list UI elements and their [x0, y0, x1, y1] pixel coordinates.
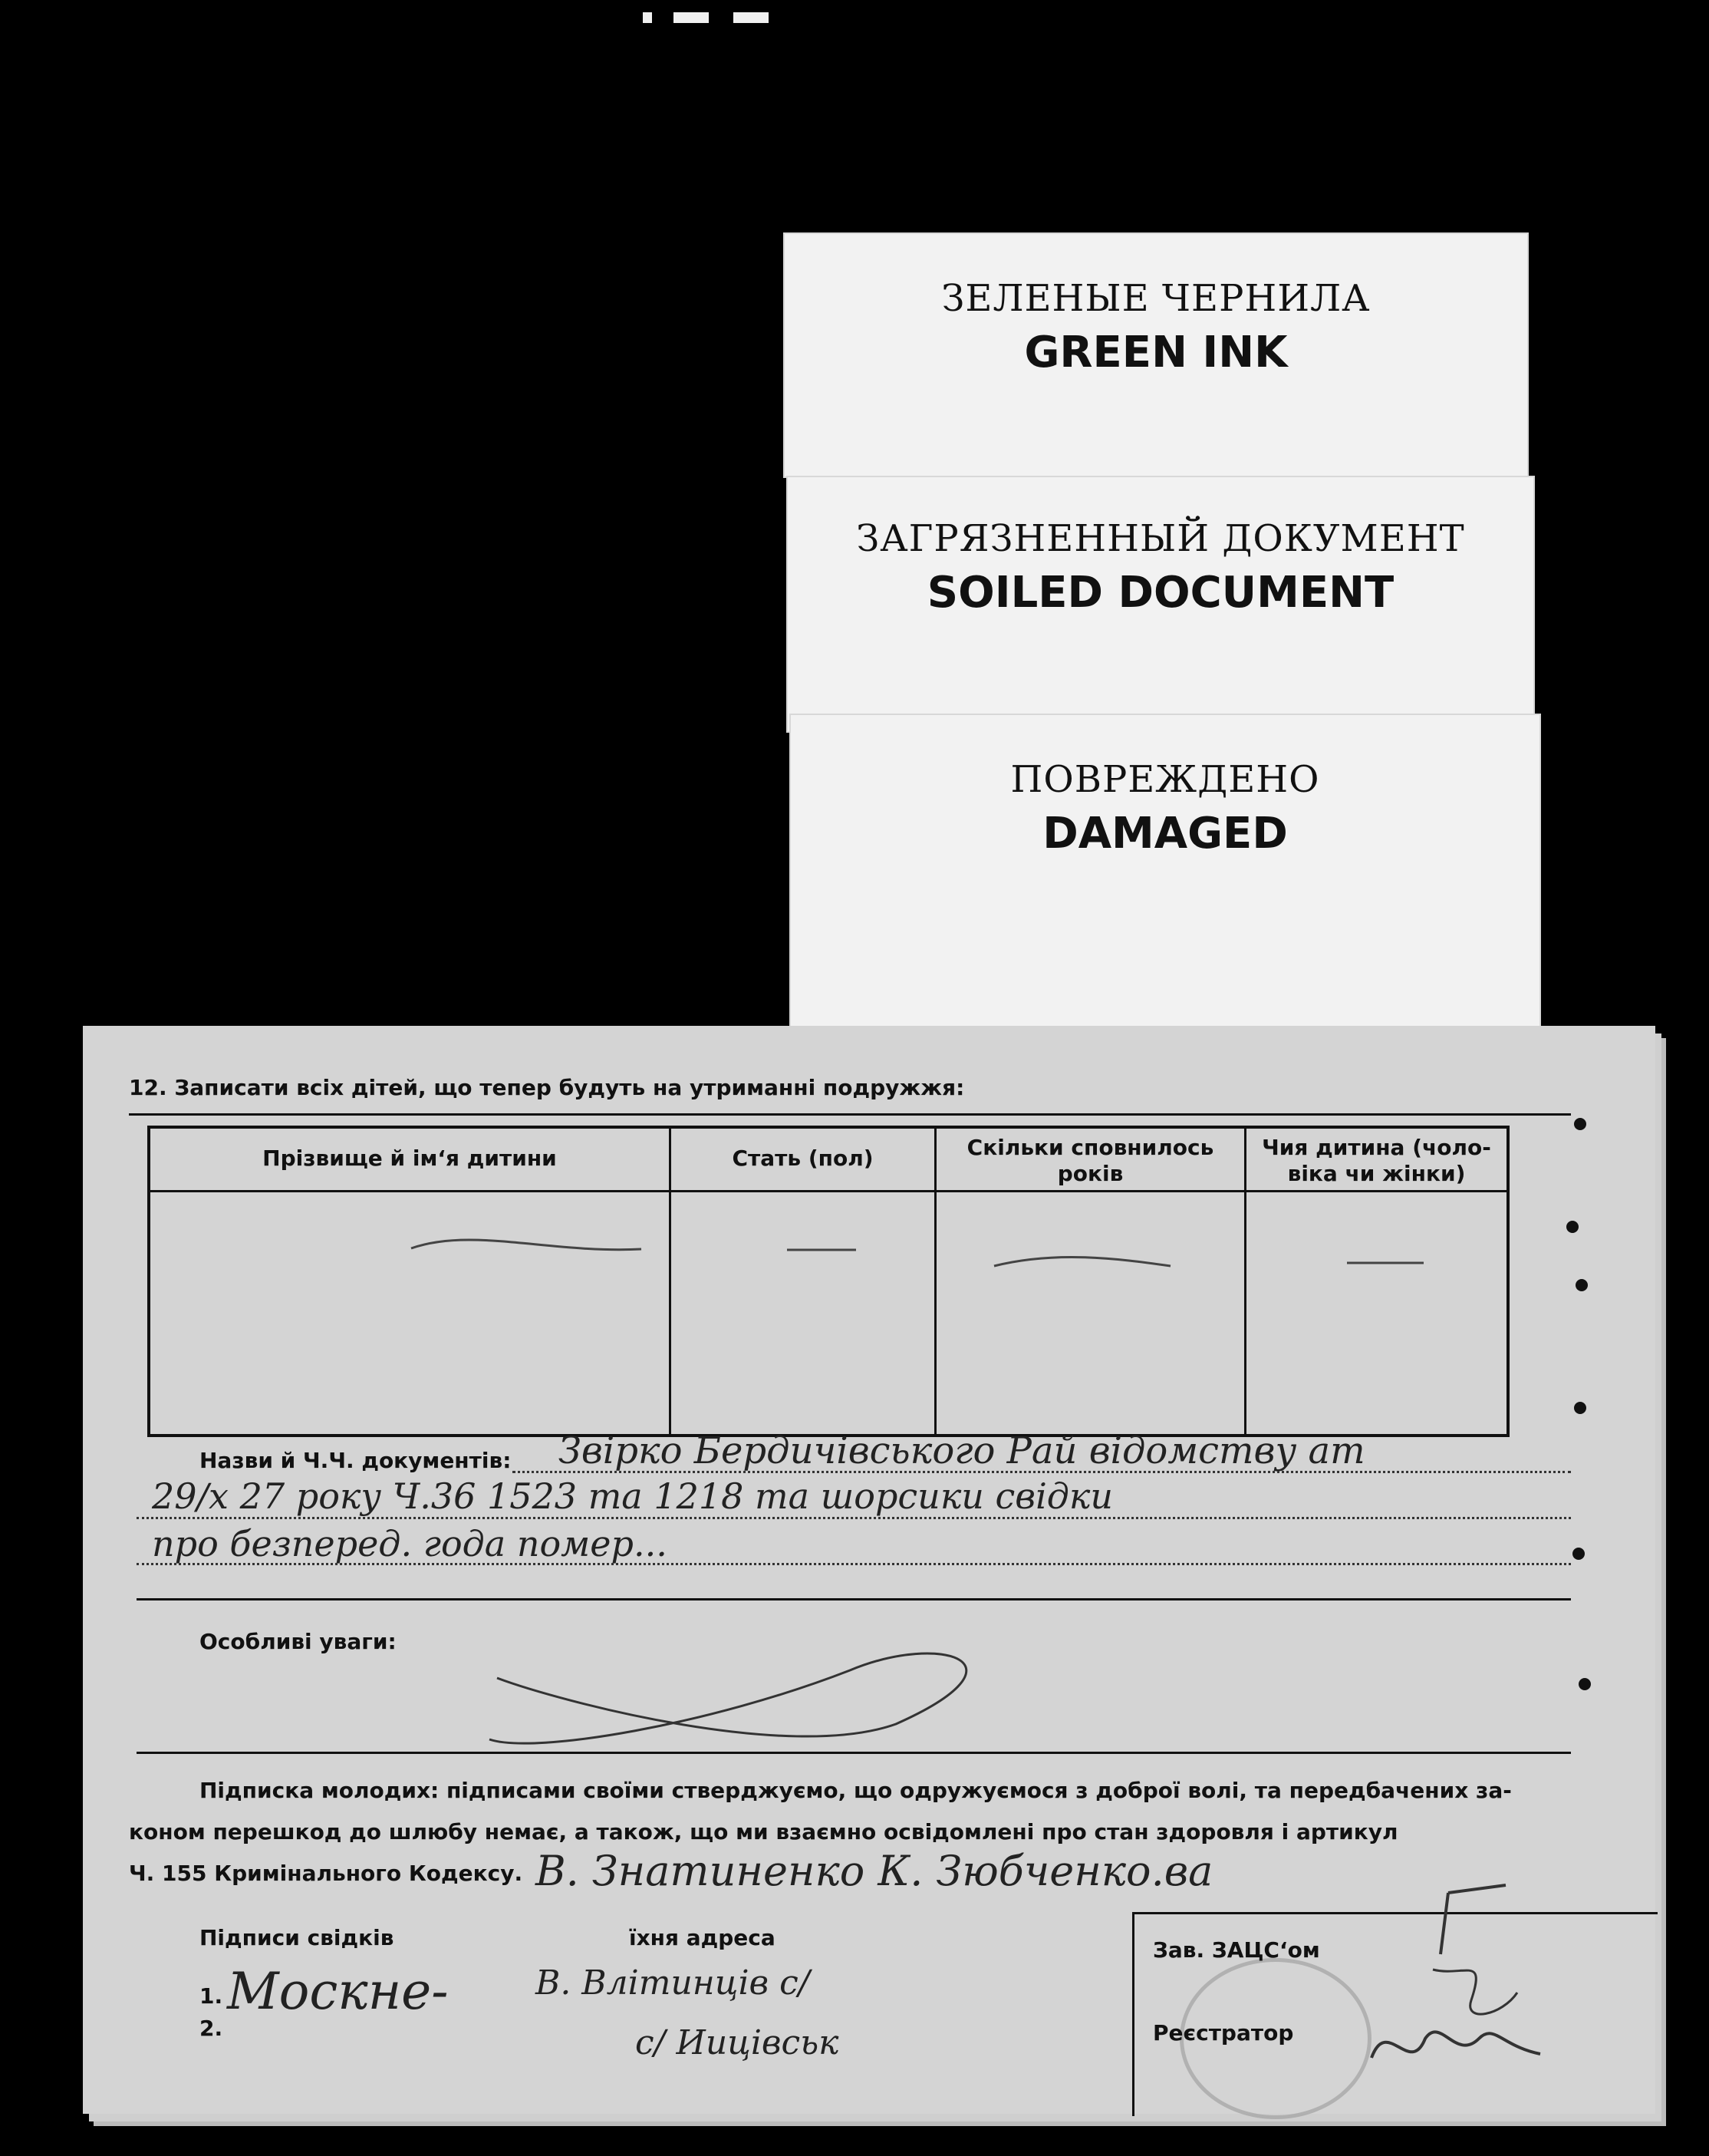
- remarks-label: Особливі уваги:: [199, 1629, 397, 1654]
- documents-handwriting-line-3: про безперед. года помер...: [152, 1523, 667, 1564]
- couple-signatures: В. Знатиненко К. Зюбченко.ва: [535, 1847, 1213, 1895]
- witness-signature: Москне-: [227, 1962, 449, 2021]
- dotted-line: [137, 1563, 1571, 1565]
- witnesses-label: Підписи свідків: [199, 1925, 394, 1950]
- declaration-line-1: Підписка молодих: підписами своїми стверджуємо, що одружуємося з доброї волі, та передбачених за-: [199, 1778, 1512, 1803]
- registrar-signature: [1341, 1862, 1571, 2092]
- witness-number-2: 2.: [199, 2016, 223, 2041]
- header-age: Скільки сповнилось років: [966, 1135, 1214, 1186]
- section-rule: [137, 1752, 1571, 1754]
- green-ink-label-en: GREEN INK: [1024, 328, 1288, 377]
- header-whose-child: Чия дитина (чоло- віка чи жінки): [1262, 1135, 1491, 1186]
- documents-label: Назви й Ч.Ч. документів:: [199, 1448, 512, 1473]
- registry-head-label: Зав. ЗАЦС‘ом: [1153, 1937, 1320, 1963]
- header-child-name: Прізвище й ім‘я дитини: [262, 1146, 557, 1171]
- dotted-line: [137, 1517, 1571, 1519]
- witness-address-1: В. Влітинців с/: [535, 1963, 810, 2003]
- dotted-line: [512, 1471, 1571, 1473]
- documents-handwriting-line-1: Звірко Бердичівського Рай відомству ат: [558, 1429, 1365, 1472]
- registrar-label: Реєстратор: [1153, 2020, 1294, 2046]
- soiled-document-label-ru: ЗАГРЯЗНЕННЫЙ ДОКУМЕНТ: [856, 517, 1465, 560]
- address-label: їхня адреса: [629, 1925, 775, 1950]
- damaged-label-en: DAMAGED: [1042, 809, 1288, 859]
- declaration-line-3: Ч. 155 Кримінального Кодексу.: [129, 1861, 523, 1886]
- header-sex: Стать (пол): [732, 1146, 874, 1171]
- children-table: [147, 1126, 1510, 1437]
- soiled-document-label-en: SOILED DOCUMENT: [927, 568, 1395, 618]
- film-edge-mark: [643, 12, 796, 23]
- soiled-document-label: [786, 476, 1535, 733]
- green-ink-label-ru: ЗЕЛЕНЫЕ ЧЕРНИЛА: [941, 277, 1371, 320]
- remarks-strike-line: [466, 1609, 1003, 1762]
- witness-address-2: с/ Иицівськ: [635, 2023, 839, 2062]
- section-rule: [129, 1113, 1571, 1116]
- children-section-title: 12. Записати всіх дітей, що тепер будуть на утриманні подружжя:: [129, 1075, 965, 1100]
- declaration-line-2: коном перешкод до шлюбу немає, а також, що ми взаємно освідомлені про стан здоровля і артикул: [129, 1819, 1398, 1844]
- blank-dashes: [150, 1192, 1506, 1431]
- documents-handwriting-line-2: 29/х 27 року Ч.36 1523 та 1218 та шорсики свідки: [152, 1475, 1114, 1517]
- section-rule: [137, 1598, 1571, 1601]
- green-ink-label: [783, 232, 1529, 478]
- damaged-label: [789, 714, 1541, 1028]
- witness-number-1: 1.: [199, 1983, 223, 2009]
- registration-form: [83, 1026, 1655, 2114]
- damaged-label-ru: ПОВРЕЖДЕНО: [1010, 758, 1320, 801]
